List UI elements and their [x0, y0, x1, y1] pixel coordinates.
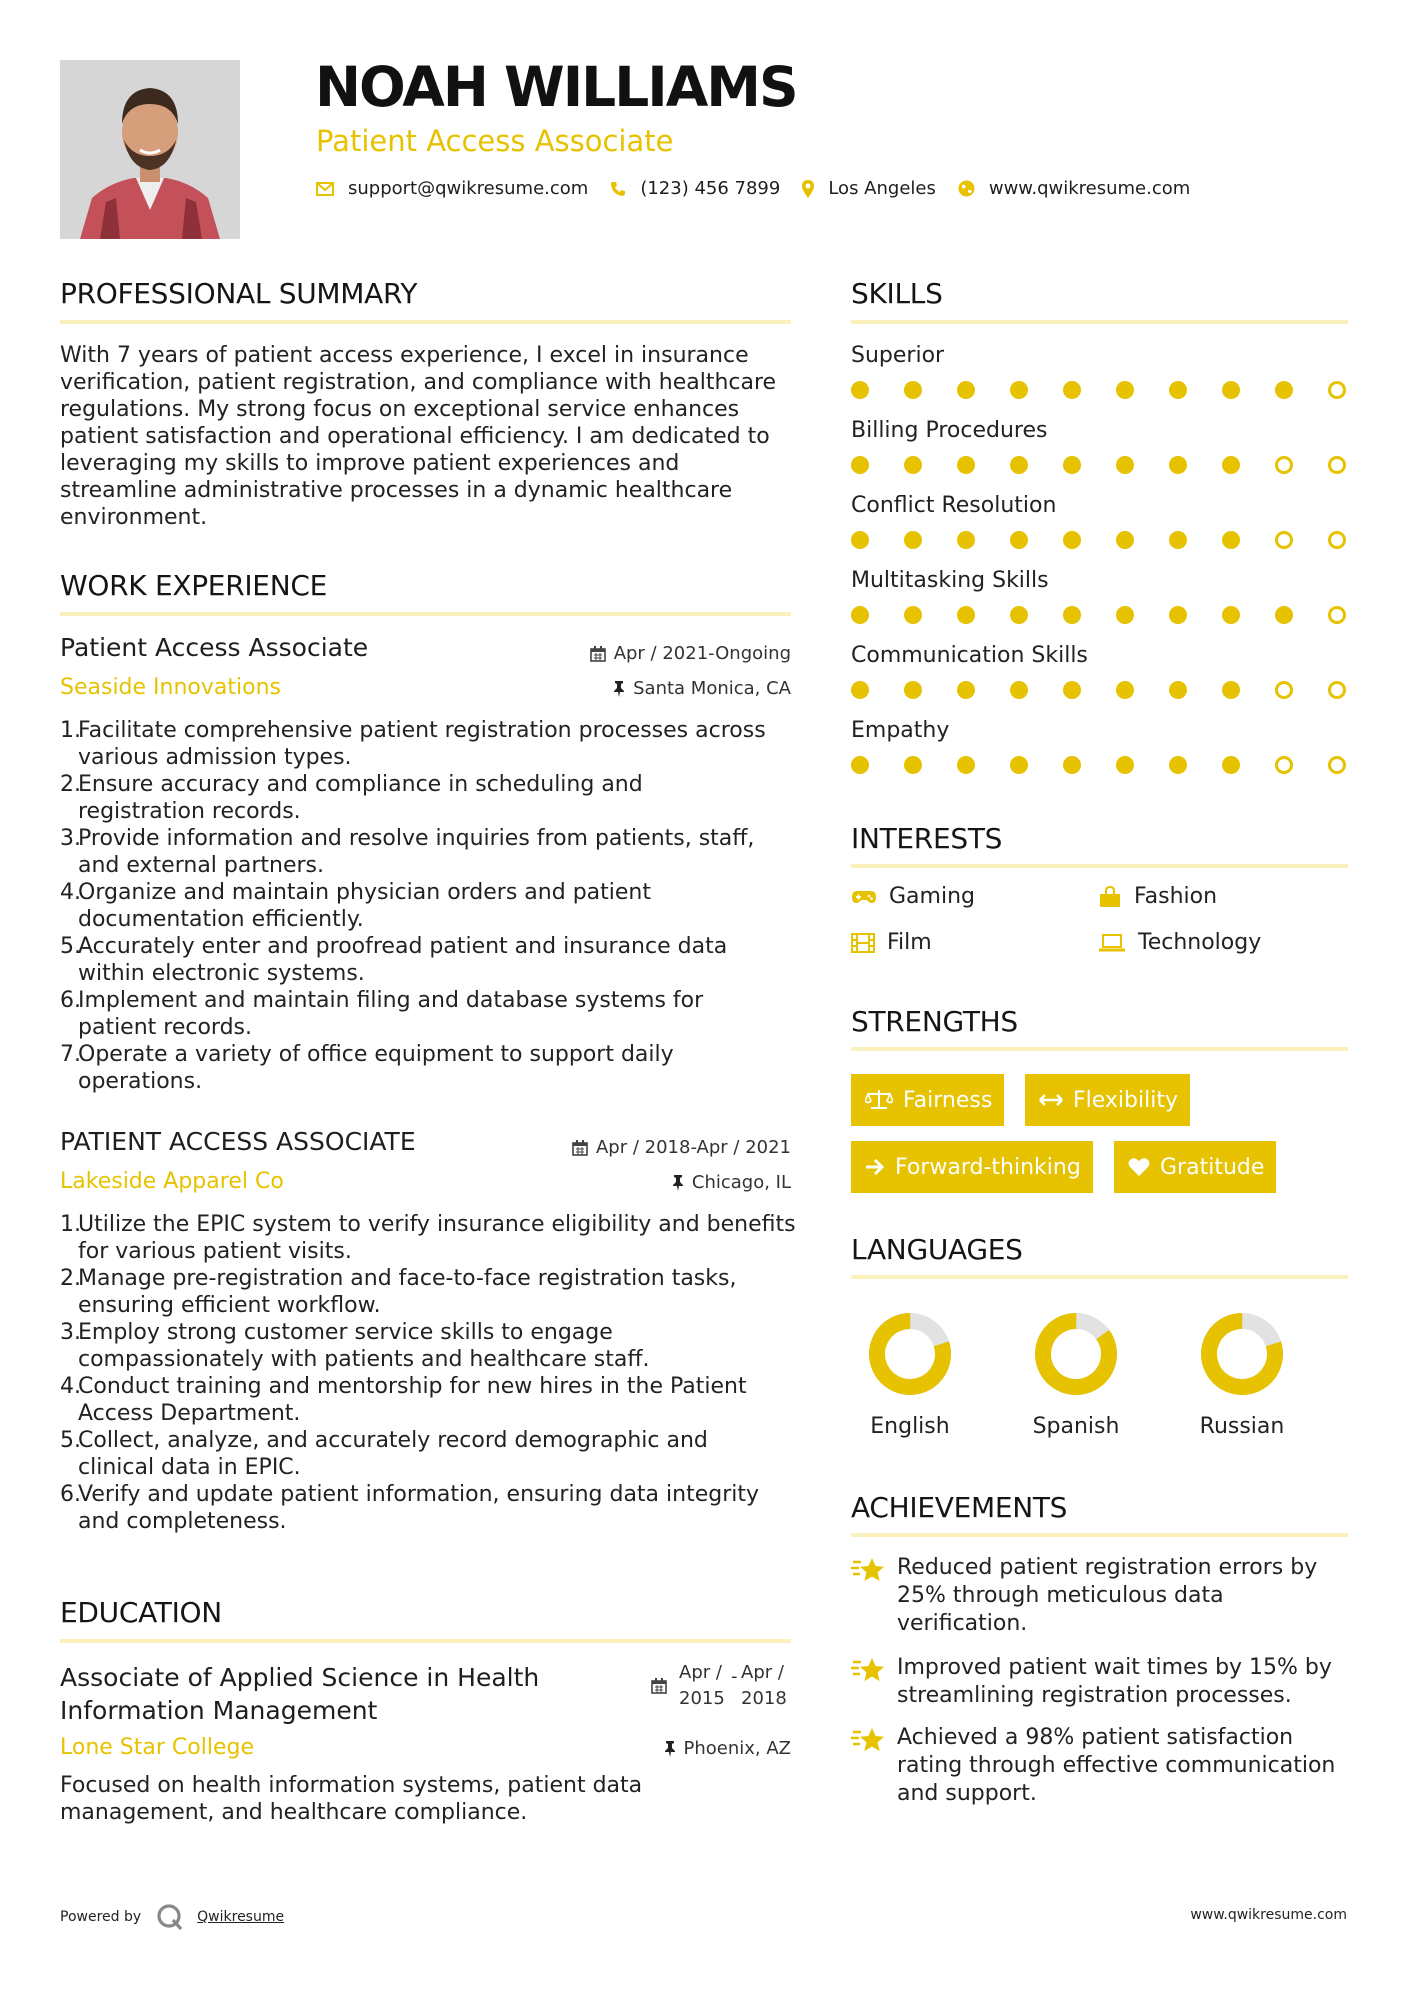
end-year: 2018	[741, 1688, 787, 1709]
bullet-number: 1.	[60, 1212, 81, 1237]
education-location-text: Phoenix, AZ	[683, 1738, 791, 1759]
strength-label: Gratitude	[1160, 1154, 1265, 1180]
skill-dot-filled	[1169, 456, 1187, 474]
job-location-text: Chicago, IL	[691, 1172, 791, 1193]
skill-rating	[851, 756, 1348, 776]
job-location	[613, 678, 791, 699]
skill-dot-filled	[1169, 531, 1187, 549]
achievement-line: Achieved a 98% patient satisfaction	[897, 1725, 1294, 1750]
skill-dot-filled	[1169, 681, 1187, 699]
contact-location	[802, 178, 936, 199]
bullet-number: 5.	[60, 934, 81, 959]
summary-divider	[60, 320, 791, 324]
skill-rating	[851, 606, 1348, 626]
skill-dot-filled	[957, 681, 975, 699]
bullet-line: Manage pre-registration and face-to-face registration tasks,	[78, 1266, 737, 1291]
bullet-line: Accurately enter and proofread patient and insurance data	[78, 934, 728, 959]
skill-dot-filled	[904, 681, 922, 699]
skill-dot-filled	[904, 381, 922, 399]
bullet-line: within electronic systems.	[78, 961, 365, 986]
strength-label: Forward-thinking	[895, 1154, 1081, 1180]
interest-item	[851, 930, 932, 955]
star-icon	[851, 1656, 885, 1684]
skill-dot-filled	[1010, 381, 1028, 399]
education-divider	[60, 1639, 791, 1643]
skill-name: Empathy	[851, 718, 950, 743]
gamepad-icon	[851, 889, 877, 905]
interest-item	[1098, 884, 1217, 909]
end-month: Apr /	[741, 1662, 784, 1683]
skill-dot-filled	[1063, 381, 1081, 399]
person-portrait-icon	[60, 60, 240, 239]
skill-dot-empty	[1328, 456, 1346, 474]
interest-item	[1098, 930, 1261, 955]
summary-line: regulations. My strong focus on exceptional service enhances	[60, 397, 740, 422]
skill-dot-filled	[1222, 606, 1240, 624]
film-icon	[851, 933, 875, 953]
bullet-number: 4.	[60, 880, 81, 905]
job-title: Patient Access Associate	[60, 633, 369, 662]
pushpin-icon	[664, 1741, 676, 1757]
list-item	[60, 1319, 800, 1373]
language-donut	[1199, 1311, 1285, 1397]
bullet-line: compassionately with patients and healthcare staff.	[78, 1347, 650, 1372]
skill-dot-filled	[1169, 381, 1187, 399]
bullet-number: 3.	[60, 826, 81, 851]
bullet-line: ensuring efficient workflow.	[78, 1293, 381, 1318]
languages-heading: LANGUAGES	[851, 1233, 1023, 1266]
start-year: 2015	[679, 1688, 725, 1709]
list-item	[60, 771, 800, 825]
list-item	[60, 1041, 800, 1095]
list-item	[60, 825, 800, 879]
achievement-line: 25% through meticulous data	[897, 1583, 1224, 1608]
education-desc-line: Focused on health information systems, patient data	[60, 1773, 643, 1798]
contact-email[interactable]	[316, 178, 588, 199]
summary-line: With 7 years of patient access experience, I excel in insurance	[60, 343, 749, 368]
degree-line: Associate of Applied Science in Health	[60, 1663, 540, 1692]
interest-label: Fashion	[1134, 884, 1218, 909]
skill-dot-filled	[1169, 606, 1187, 624]
skill-dot-filled	[957, 456, 975, 474]
skill-dot-filled	[1010, 531, 1028, 549]
skill-dot-empty	[1328, 756, 1346, 774]
achievement-line: Improved patient wait times by 15% by	[897, 1655, 1332, 1680]
degree-title	[60, 1661, 539, 1727]
envelope-icon	[316, 182, 334, 196]
skill-rating	[851, 456, 1348, 476]
job-company: Lakeside Apparel Co	[60, 1169, 284, 1194]
arrows-horizontal-icon	[1039, 1094, 1063, 1106]
skill-dot-filled	[904, 531, 922, 549]
skill-dot-filled	[1222, 756, 1240, 774]
bullet-number: 6.	[60, 988, 81, 1013]
list-item	[60, 1265, 800, 1319]
list-item	[60, 987, 800, 1041]
bullet-number: 5.	[60, 1428, 81, 1453]
achievement-line: rating through effective communication	[897, 1753, 1336, 1778]
achievement-line: Reduced patient registration errors by	[897, 1555, 1318, 1580]
skill-dot-filled	[1063, 456, 1081, 474]
job-bullet-list	[60, 1211, 800, 1535]
bullet-line: various admission types.	[78, 745, 352, 770]
star-icon	[851, 1726, 885, 1754]
skill-dot-filled	[957, 756, 975, 774]
skill-dot-filled	[1222, 456, 1240, 474]
contact-website[interactable]	[958, 178, 1190, 199]
job-location-text: Santa Monica, CA	[633, 678, 791, 699]
strength-tag	[851, 1074, 1004, 1126]
degree-line: Information Management	[60, 1696, 378, 1725]
strength-tag	[1114, 1141, 1276, 1193]
bullet-line: operations.	[78, 1069, 203, 1094]
bullet-line: and completeness.	[78, 1509, 287, 1534]
skill-rating	[851, 681, 1348, 701]
bullet-line: registration records.	[78, 799, 301, 824]
skill-dot-empty	[1328, 606, 1346, 624]
bullet-line: Implement and maintain filing and database systems for	[78, 988, 704, 1013]
start-month: Apr /	[679, 1662, 722, 1683]
bullet-line: Collect, analyze, and accurately record demographic and	[78, 1428, 708, 1453]
bullet-line: Ensure accuracy and compliance in scheduling and	[78, 772, 643, 797]
job-dates-text: Apr / 2018-Apr / 2021	[595, 1137, 791, 1158]
bullet-line: documentation efficiently.	[78, 907, 364, 932]
skill-dot-filled	[1116, 681, 1134, 699]
calendar-icon	[651, 1678, 667, 1694]
donut-fill	[1200, 1312, 1283, 1395]
skill-dot-empty	[1275, 756, 1293, 774]
skill-dot-filled	[851, 756, 869, 774]
list-item	[60, 1481, 800, 1535]
skill-name: Conflict Resolution	[851, 493, 1057, 518]
bullet-line: Organize and maintain physician orders and patient	[78, 880, 651, 905]
bullet-number: 7.	[60, 1042, 81, 1067]
calendar-icon	[590, 646, 606, 662]
job-title: PATIENT ACCESS ASSOCIATE	[60, 1127, 416, 1156]
profile-photo	[60, 60, 240, 239]
skill-dot-empty	[1328, 381, 1346, 399]
bullet-number: 6.	[60, 1482, 81, 1507]
achievement-line: verification.	[897, 1611, 1028, 1636]
bullet-number: 1.	[60, 718, 81, 743]
achievements-divider	[851, 1533, 1348, 1537]
list-item	[60, 1427, 800, 1481]
shopping-bag-icon	[1098, 886, 1122, 908]
job-dates	[572, 1137, 791, 1158]
achievement-item	[851, 1554, 1351, 1638]
bullet-line: Utilize the EPIC system to verify insurance eligibility and benefits	[78, 1212, 796, 1237]
skill-rating	[851, 531, 1348, 551]
interests-heading: INTERESTS	[851, 822, 1003, 855]
bullet-number: 2.	[60, 1266, 81, 1291]
education-dates	[651, 1662, 796, 1712]
skill-dot-filled	[904, 606, 922, 624]
skill-dot-filled	[1010, 756, 1028, 774]
bullet-number: 3.	[60, 1320, 81, 1345]
achievement-item	[851, 1654, 1351, 1710]
skill-name: Superior	[851, 343, 945, 368]
skill-dot-filled	[1010, 456, 1028, 474]
work-divider	[60, 612, 791, 616]
job-location	[672, 1172, 791, 1193]
interest-label: Gaming	[889, 884, 975, 909]
skill-dot-filled	[1275, 381, 1293, 399]
skill-dot-filled	[957, 531, 975, 549]
skill-dot-filled	[1063, 606, 1081, 624]
strength-label: Fairness	[903, 1087, 993, 1113]
skill-dot-filled	[851, 606, 869, 624]
skill-dot-filled	[1222, 381, 1240, 399]
skill-dot-empty	[1328, 531, 1346, 549]
balance-scale-icon	[865, 1089, 893, 1111]
languages-divider	[851, 1275, 1348, 1279]
list-item	[60, 1211, 800, 1265]
skill-dot-filled	[1116, 531, 1134, 549]
contact-bar	[316, 178, 1212, 199]
skill-dot-filled	[1222, 531, 1240, 549]
education-heading: EDUCATION	[60, 1596, 222, 1629]
website-text: www.qwikresume.com	[988, 178, 1191, 199]
education-description	[60, 1772, 642, 1826]
achievement-item	[851, 1724, 1351, 1808]
skill-dot-filled	[1063, 756, 1081, 774]
skills-heading: SKILLS	[851, 277, 943, 310]
bullet-line: Verify and update patient information, ensuring data integrity	[78, 1482, 760, 1507]
map-marker-icon	[802, 180, 814, 198]
school-name: Lone Star College	[60, 1735, 254, 1760]
donut-fill	[1033, 1311, 1119, 1397]
location-text: Los Angeles	[828, 178, 936, 199]
list-item	[60, 717, 800, 771]
skill-dot-filled	[904, 756, 922, 774]
heart-icon	[1128, 1157, 1150, 1177]
skill-name: Communication Skills	[851, 643, 1088, 668]
bullet-line: and external partners.	[78, 853, 324, 878]
skill-dot-empty	[1275, 456, 1293, 474]
phone-text: (123) 456 7899	[640, 178, 781, 199]
language-label: English	[870, 1414, 950, 1439]
bullet-line: Employ strong customer service skills to engage	[78, 1320, 613, 1345]
interest-item	[851, 884, 975, 909]
skill-dot-filled	[851, 381, 869, 399]
qwikresume-logo-icon	[155, 1902, 185, 1932]
skill-dot-filled	[1063, 531, 1081, 549]
list-item	[60, 1373, 800, 1427]
bullet-line: Operate a variety of office equipment to support daily	[78, 1042, 674, 1067]
education-desc-line: management, and healthcare compliance.	[60, 1800, 528, 1825]
job-dates	[590, 643, 791, 664]
candidate-name: NOAH WILLIAMS	[315, 55, 797, 119]
skill-dot-filled	[1063, 681, 1081, 699]
date-separator: -	[731, 1666, 738, 1687]
candidate-role: Patient Access Associate	[316, 124, 674, 158]
skill-name: Multitasking Skills	[851, 568, 1049, 593]
language-label: Russian	[1199, 1414, 1285, 1439]
donut-fill	[868, 1312, 951, 1395]
skill-rating	[851, 381, 1348, 401]
bullet-line: Facilitate comprehensive patient registration processes across	[78, 718, 766, 743]
summary-line: environment.	[60, 505, 208, 530]
job-dates-text: Apr / 2021-Ongoing	[613, 643, 791, 664]
interests-divider	[851, 864, 1348, 868]
calendar-icon	[572, 1140, 588, 1156]
skill-dot-filled	[904, 456, 922, 474]
arrow-right-icon	[865, 1158, 885, 1176]
pushpin-icon	[613, 681, 625, 697]
footer-website[interactable]: www.qwikresume.com	[1190, 1907, 1347, 1923]
skill-dot-filled	[957, 381, 975, 399]
skill-dot-filled	[1010, 606, 1028, 624]
education-location	[664, 1738, 792, 1759]
skill-dot-filled	[1116, 456, 1134, 474]
skill-dot-filled	[851, 681, 869, 699]
skill-dot-filled	[1222, 681, 1240, 699]
email-text: support@qwikresume.com	[348, 178, 589, 199]
achievement-line: and support.	[897, 1781, 1037, 1806]
powered-by-text: Powered by	[60, 1909, 142, 1925]
interest-label: Film	[887, 930, 932, 955]
skill-dot-empty	[1328, 681, 1346, 699]
language-donut	[1033, 1311, 1119, 1397]
footer-powered-by	[60, 1902, 284, 1932]
skill-dot-filled	[1275, 606, 1293, 624]
bullet-line: patient records.	[78, 1015, 253, 1040]
skills-divider	[851, 320, 1348, 324]
job-company: Seaside Innovations	[60, 675, 281, 700]
strengths-heading: STRENGTHS	[851, 1005, 1018, 1038]
achievement-text	[897, 1724, 1335, 1808]
skill-dot-empty	[1275, 681, 1293, 699]
bullet-line: for various patient visits.	[78, 1239, 352, 1264]
strength-tag	[851, 1141, 1093, 1193]
laptop-icon	[1098, 934, 1126, 952]
summary-text	[60, 342, 776, 531]
strengths-divider	[851, 1047, 1348, 1051]
globe-icon	[958, 180, 975, 197]
work-heading: WORK EXPERIENCE	[60, 569, 327, 602]
skill-dot-filled	[851, 456, 869, 474]
bullet-line: Conduct training and mentorship for new hires in the Patient	[78, 1374, 747, 1399]
skill-dot-filled	[1169, 756, 1187, 774]
achievements-heading: ACHIEVEMENTS	[851, 1491, 1068, 1524]
skill-dot-filled	[1116, 606, 1134, 624]
skill-name: Billing Procedures	[851, 418, 1048, 443]
pushpin-icon	[672, 1175, 684, 1191]
skill-dot-filled	[851, 531, 869, 549]
star-icon	[851, 1556, 885, 1584]
skill-dot-filled	[957, 606, 975, 624]
achievement-line: streamlining registration processes.	[897, 1683, 1292, 1708]
summary-line: verification, patient registration, and compliance with healthcare	[60, 370, 777, 395]
bullet-number: 2.	[60, 772, 81, 797]
bullet-line: clinical data in EPIC.	[78, 1455, 301, 1480]
list-item	[60, 879, 800, 933]
skill-dot-filled	[1116, 381, 1134, 399]
summary-line: patient satisfaction and operational efficiency. I am dedicated to	[60, 424, 770, 449]
strength-label: Flexibility	[1073, 1087, 1178, 1113]
interest-label: Technology	[1138, 930, 1262, 955]
skill-dot-filled	[1010, 681, 1028, 699]
summary-heading: PROFESSIONAL SUMMARY	[60, 277, 418, 310]
bullet-line: Provide information and resolve inquiries from patients, staff,	[78, 826, 755, 851]
contact-phone[interactable]	[610, 178, 780, 199]
language-donut	[867, 1311, 953, 1397]
language-label: Spanish	[1032, 1414, 1120, 1439]
list-item	[60, 933, 800, 987]
bullet-line: Access Department.	[78, 1401, 301, 1426]
strength-tag	[1025, 1074, 1190, 1126]
achievement-text	[897, 1654, 1332, 1710]
bullet-number: 4.	[60, 1374, 81, 1399]
skill-dot-empty	[1275, 531, 1293, 549]
qwikresume-link[interactable]: Qwikresume	[197, 1909, 285, 1925]
summary-line: leveraging my skills to improve patient experiences and	[60, 451, 680, 476]
phone-icon	[610, 181, 626, 197]
achievement-text	[897, 1554, 1317, 1638]
skill-dot-filled	[1116, 756, 1134, 774]
job-bullet-list	[60, 717, 800, 1095]
summary-line: streamline administrative processes in a dynamic healthcare	[60, 478, 733, 503]
